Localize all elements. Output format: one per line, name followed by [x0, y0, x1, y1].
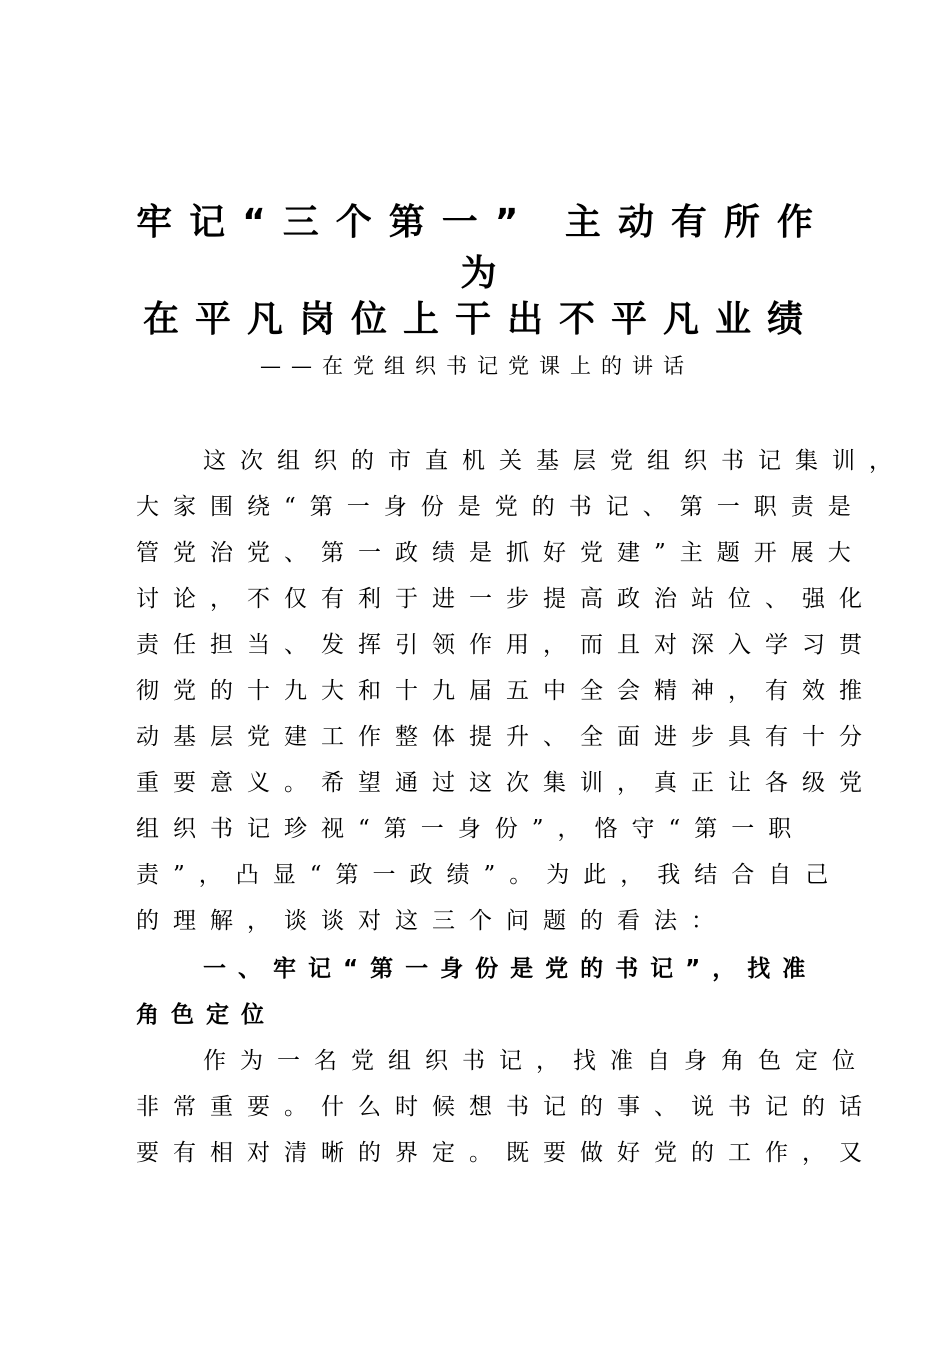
body-line: 的理解，谈谈对这三个问题的看法：	[136, 908, 728, 934]
section-body-line: 要有相对清晰的界定。既要做好党的工作，又	[136, 1140, 876, 1166]
body-line: 责任担当、发挥引领作用，而且对深入学习贯	[136, 632, 876, 658]
body-line: 彻党的十九大和十九届五中全会精神，有效推	[136, 678, 876, 704]
section-body-line: 作为一名党组织书记，找准自身角色定位	[203, 1048, 869, 1074]
body-line: 这次组织的市直机关基层党组织书记集训，	[203, 448, 906, 474]
body-line: 大家围绕“第一身份是党的书记、第一职责是	[136, 494, 865, 520]
section-body-line: 非常重要。什么时候想书记的事、说书记的话	[136, 1094, 876, 1120]
body-line: 讨论，不仅有利于进一步提高政治站位、强化	[136, 586, 876, 612]
subtitle: ——在党组织书记党课上的讲话	[260, 354, 694, 378]
body-line: 责”，凸显“第一政绩”。为此，我结合自己	[136, 862, 843, 888]
section-heading-line: 角色定位	[136, 1002, 276, 1028]
body-line: 动基层党建工作整体提升、全面进步具有十分	[136, 724, 876, 750]
title-line-1: 牢记“三个第一” 主动有所作	[136, 202, 830, 243]
section-heading-line: 一、牢记“第一身份是党的书记”，找准	[203, 956, 818, 982]
body-line: 重要意义。希望通过这次集训，真正让各级党	[136, 770, 876, 796]
title-line-3: 在平凡岗位上干出不平凡业绩	[142, 299, 819, 340]
title-line-2: 为	[460, 253, 514, 294]
body-line: 组织书记珍视“第一身份”，恪守“第一职	[136, 816, 806, 842]
body-line: 管党治党、第一政绩是抓好党建”主题开展大	[136, 540, 865, 566]
